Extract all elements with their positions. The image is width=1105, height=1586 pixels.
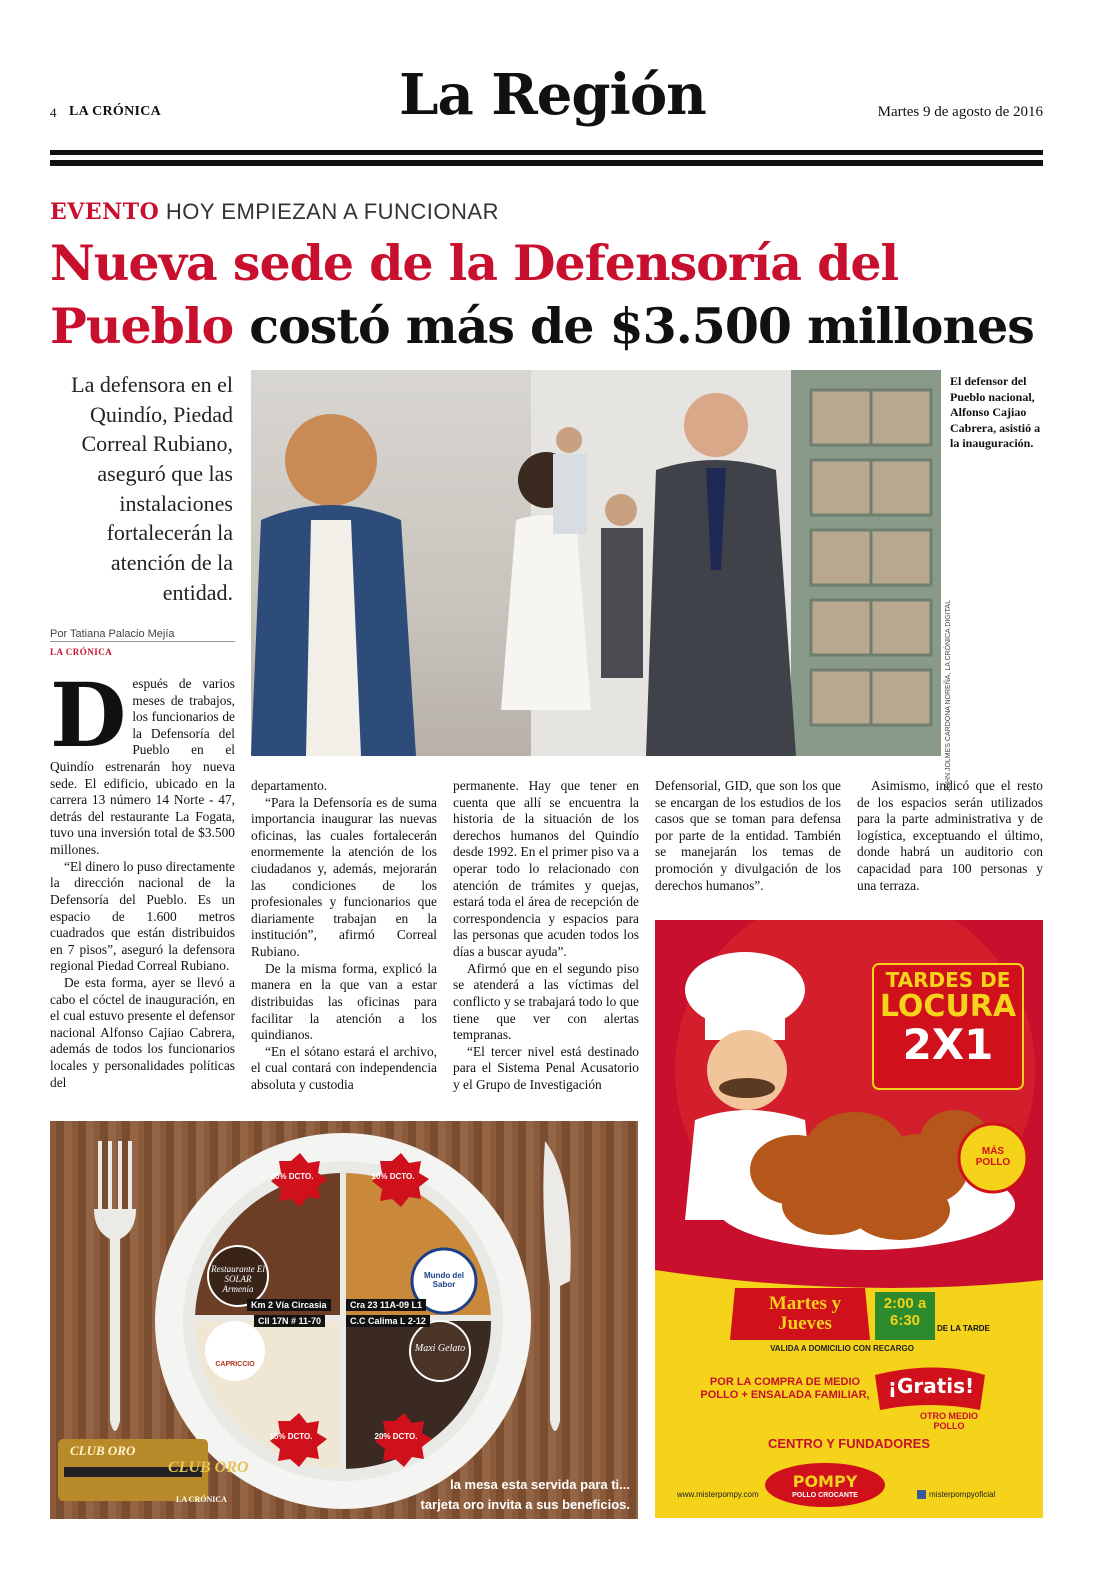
promo-title-line: LOCURA xyxy=(879,989,1017,1024)
tagline-line: tarjeta oro invita a sus beneficios. xyxy=(420,1496,630,1512)
article-photo xyxy=(251,370,941,756)
promo-social-handle: misterpompyoficial xyxy=(929,1490,996,1499)
kicker-tag: EVENTO xyxy=(50,199,160,225)
photo-caption: El defensor del Pueblo nacional, Alfonso Cajiao Cabrera, asistió a la inauguración. xyxy=(950,374,1041,451)
promo-days: Martes y Jueves xyxy=(768,1293,842,1334)
club-oro-logo: CLUB ORO xyxy=(168,1459,249,1476)
restaurant-logo: Mundo del Sabor xyxy=(424,1271,464,1289)
promo-time: 2:00 a 6:30 xyxy=(883,1295,927,1329)
byline: Por Tatiana Palacio Mejía xyxy=(50,628,175,640)
pompy-logo-sub: POLLO CROCANTE xyxy=(792,1492,858,1499)
paper-name: LA CRÓNICA xyxy=(69,104,162,119)
restaurant-logo: Restaurante El SOLAR Armenia xyxy=(211,1264,265,1294)
promo-offer: POR LA COMPRA DE MEDIO POLLO + ENSALADA FAMILIAR, xyxy=(700,1376,870,1401)
article-column-2 xyxy=(251,778,437,1094)
address-label: Cll 17N # 11-70 xyxy=(254,1315,325,1327)
promo-time-note: DE LA TARDE xyxy=(937,1324,990,1333)
page-number: 4 xyxy=(50,105,57,120)
ad-tagline xyxy=(420,1475,630,1514)
paragraph: “El dinero lo puso directamente la dirección nacional de la Defensoría del Pueblo. Es un espacio de 1.600 metros cuadrados que están distribuidos en 7 pisos”, aseguró la defensora regional Piedad Correal Rubiano. xyxy=(50,858,235,974)
headline-red: Nueva sede de la Defensoría del Pueblo xyxy=(50,234,899,355)
paragraph: espués de varios meses de trabajos, los funcionarios de la Defensoría del Pueblo en el Quindío estrenarán hoy nueva sede. El edificio, ubicado en la carrera 13 número 14 Norte - 47, detrás del restaurante La Fogata, tuvo una inversión total de $3.500 millones. xyxy=(50,676,235,858)
header-rule xyxy=(50,160,1043,166)
header-rule xyxy=(50,150,1043,155)
paragraph: Afirmó que en el segundo piso se atenderá a las víctimas del conflicto y se trabajará todo lo que tiene que ver con alertas tempranas. xyxy=(453,960,639,1043)
promo-locations: CENTRO Y FUNDADORES xyxy=(767,1436,931,1451)
address-label: Cra 23 11A-09 L1 xyxy=(346,1299,426,1311)
section-title: La Región xyxy=(399,62,706,128)
kicker xyxy=(50,199,499,225)
paper-logo: LA CRÓNICA xyxy=(176,1495,227,1504)
pompy-ad[interactable] xyxy=(655,920,1043,1518)
discount-badge: 10% DCTO. xyxy=(270,1172,314,1181)
paragraph: De la misma forma, explicó la manera en la que van a estar distribuidas las oficinas para facilitar la atención a los quindianos. xyxy=(251,960,437,1043)
kicker-text: HOY EMPIEZAN A FUNCIONAR xyxy=(165,199,499,224)
discount-badge: 20% DCTO. xyxy=(374,1432,418,1441)
headline xyxy=(50,232,1050,357)
club-oro-card: CLUB ORO xyxy=(70,1443,136,1458)
drop-cap: D xyxy=(50,663,127,767)
promo-free: ¡Gratis! xyxy=(887,1374,975,1398)
photo-credit: JOHN JOLMES CARDONA NOREÑA, LA CRÓNICA DIGITAL xyxy=(945,600,952,793)
paragraph: permanente. Hay que tener en cuenta que allí se encuentra la historia de la situación de los derechos humanos del Quindío desde 1992. En el primer piso va a operar todo lo relacionado con atención de trámites y quejas, estará toda el área de recepción de correspondencia y espacios para las personas que acuden todos los días a buscar ayuda”. xyxy=(453,778,639,960)
mas-pollo-badge: MÁS POLLO xyxy=(975,1146,1011,1168)
promo-title-line: 2X1 xyxy=(902,1019,994,1069)
byline-rule xyxy=(50,641,235,642)
article-column-5 xyxy=(857,778,1043,894)
promo-website[interactable]: www.misterpompy.com xyxy=(677,1490,759,1499)
lede: La defensora en el Quindío, Piedad Correal Rubiano, aseguró que las instalaciones fortalecerán la atención de la entidad. xyxy=(71,372,233,605)
restaurant-logo: Maxi Gelato xyxy=(414,1343,466,1354)
facebook-icon xyxy=(917,1490,926,1499)
tagline-line: la mesa esta servida para ti... xyxy=(450,1477,630,1492)
article-column-3 xyxy=(453,778,639,1094)
promo-free-sub: OTRO MEDIO POLLO xyxy=(920,1411,978,1431)
paragraph: Defensorial, GID, que son los que se encargan de los estudios de los casos que se toman para defensa por parte de la entidad. También se manejarán los temas de promoción y divulgación de los derechos humanos”. xyxy=(655,778,841,893)
promo-social[interactable] xyxy=(917,1490,995,1499)
discount-badge: 15% DCTO. xyxy=(269,1432,313,1441)
promo-title xyxy=(877,970,1019,1067)
club-oro-ad[interactable] xyxy=(50,1121,638,1519)
paragraph: “Para la Defensoría es de suma importancia inaugurar las nuevas oficinas, las cuales fortalecerán enormemente la atención de los ciudadanos y, además, mejorarán las condiciones de los profesionales y funcionarios que diariamente trabajan en la institución”, afirmó Correal Rubiano. xyxy=(251,794,437,960)
pompy-logo: POMPY xyxy=(792,1472,858,1491)
article-column-4 xyxy=(655,778,841,894)
paragraph: Asimismo, indicó que el resto de los espacios serán utilizados para la parte administrativa y de logística, exceptuando el último, donde habrá un auditorio con capacidad para 100 personas y una terraza. xyxy=(857,778,1043,893)
paragraph: “En el sótano estará el archivo, el cual contará con independencia absoluta y custodia xyxy=(251,1043,437,1092)
byline-source: LA CRÓNICA xyxy=(50,647,113,657)
address-label: C.C Calima L 2-12 xyxy=(346,1315,430,1327)
headline-black: costó más de $3.500 millones xyxy=(249,296,1034,355)
paragraph: De esta forma, ayer se llevó a cabo el cóctel de inauguración, en el cual estuvo presente el defensor nacional Alfonso Cajiao Cabrera, además de todos los funcionarios locales y personalidades políticas del xyxy=(50,974,235,1090)
restaurant-logo: CAPRICCIO xyxy=(215,1361,255,1368)
address-label: Km 2 Vía Circasia xyxy=(247,1299,331,1311)
promo-title-line: TARDES DE xyxy=(885,968,1011,992)
article-column-1 xyxy=(50,663,235,1091)
promo-validity: VALIDA A DOMICILIO CON RECARGO xyxy=(770,1344,914,1353)
paragraph: departamento. xyxy=(251,778,328,793)
issue-date: Martes 9 de agosto de 2016 xyxy=(877,104,1043,120)
paragraph: “El tercer nivel está destinado para el Sistema Penal Acusatorio y el Grupo de Investigación xyxy=(453,1043,639,1092)
discount-badge: 10% DCTO. xyxy=(371,1172,415,1181)
